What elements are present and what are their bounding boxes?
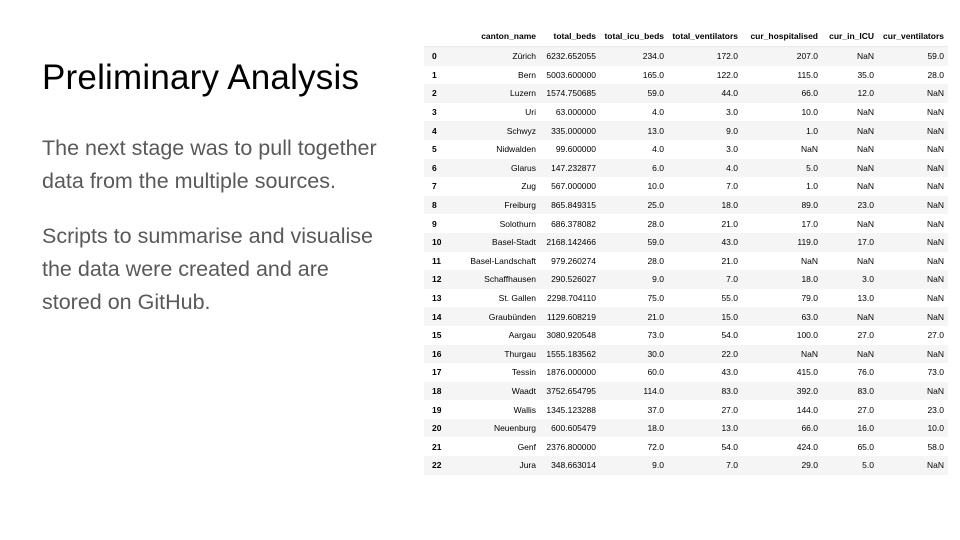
- row-index: 20: [432, 423, 442, 434]
- row-index: 4: [432, 125, 437, 136]
- table-cell: 15.0: [721, 311, 738, 322]
- table-cell: 13.0: [721, 423, 738, 434]
- column-header: total_ventilators: [668, 26, 742, 47]
- table-cell: Graubünden: [488, 311, 536, 322]
- table-cell: 9.0: [652, 274, 664, 285]
- table-cell: Nidwalden: [496, 144, 536, 155]
- column-header: total_icu_beds: [600, 26, 668, 47]
- index-header: [424, 26, 450, 47]
- table-cell: 59.0: [647, 237, 664, 248]
- table-cell: NaN: [926, 460, 944, 471]
- table-cell: 147.232877: [551, 162, 596, 173]
- table-cell: 22.0: [721, 348, 738, 359]
- table-cell: 7.0: [726, 274, 738, 285]
- column-header: canton_name: [450, 26, 540, 47]
- table-cell: 73.0: [927, 367, 944, 378]
- table-cell: 54.0: [721, 330, 738, 341]
- table-cell: Basel-Stadt: [492, 237, 536, 248]
- table-cell: Schwyz: [506, 125, 536, 136]
- table-cell: 415.0: [796, 367, 818, 378]
- table-cell: NaN: [856, 51, 874, 62]
- table-cell: 37.0: [647, 404, 664, 415]
- table-cell: NaN: [856, 162, 874, 173]
- table-cell: NaN: [926, 200, 944, 211]
- table-row: [424, 103, 948, 122]
- table-cell: St. Gallen: [498, 293, 536, 304]
- table-cell: 9.0: [726, 125, 738, 136]
- table-cell: 3.0: [726, 107, 738, 118]
- table-cell: 44.0: [721, 88, 738, 99]
- table-row: [424, 196, 948, 215]
- table-cell: 28.0: [647, 255, 664, 266]
- column-header: cur_ventilators: [878, 26, 948, 47]
- row-index: 14: [432, 311, 442, 322]
- table-cell: 4.0: [652, 107, 664, 118]
- row-index: 17: [432, 367, 442, 378]
- table-cell: 66.0: [801, 423, 818, 434]
- table-cell: NaN: [926, 218, 944, 229]
- table-cell: 72.0: [647, 441, 664, 452]
- table-cell: 35.0: [857, 69, 874, 80]
- table-cell: Bern: [518, 69, 536, 80]
- table-cell: 2376.800000: [546, 441, 596, 452]
- table-cell: NaN: [926, 274, 944, 285]
- table-row: [424, 140, 948, 159]
- table-cell: 3752.654795: [546, 385, 596, 396]
- table-cell: Neuenburg: [493, 423, 536, 434]
- table-cell: 392.0: [796, 385, 818, 396]
- table-cell: 17.0: [857, 237, 874, 248]
- table-cell: 5.0: [806, 162, 818, 173]
- table-cell: Aargau: [508, 330, 536, 341]
- table-cell: 43.0: [721, 237, 738, 248]
- body-paragraph: Scripts to summarise and visualise the data were created and are stored on GitHub.: [42, 224, 373, 314]
- table-cell: NaN: [926, 88, 944, 99]
- table-cell: 21.0: [721, 218, 738, 229]
- table-cell: 27.0: [721, 404, 738, 415]
- table-cell: 29.0: [801, 460, 818, 471]
- table-row: [424, 233, 948, 252]
- table-cell: 4.0: [652, 144, 664, 155]
- table-cell: Schaffhausen: [484, 274, 536, 285]
- table-cell: NaN: [800, 348, 818, 359]
- table-cell: NaN: [926, 385, 944, 396]
- table-cell: 10.0: [647, 181, 664, 192]
- column-header: cur_in_ICU: [822, 26, 878, 47]
- table-cell: 63.000000: [555, 107, 596, 118]
- row-index: 19: [432, 404, 442, 415]
- table-cell: Glarus: [510, 162, 536, 173]
- table-cell: NaN: [856, 348, 874, 359]
- slide-title: Preliminary Analysis: [42, 58, 360, 97]
- table-cell: NaN: [856, 311, 874, 322]
- table-cell: 1574.750685: [546, 88, 596, 99]
- table-cell: NaN: [856, 144, 874, 155]
- table-cell: 27.0: [857, 330, 874, 341]
- table-cell: 76.0: [857, 367, 874, 378]
- row-index: 22: [432, 460, 442, 471]
- table-row: [424, 214, 948, 233]
- table-cell: NaN: [856, 181, 874, 192]
- table-row: [424, 363, 948, 382]
- row-index: 21: [432, 441, 442, 452]
- row-index: 12: [432, 274, 442, 285]
- table-cell: Jura: [519, 460, 536, 471]
- row-index: 16: [432, 348, 442, 359]
- table-cell: 23.0: [927, 404, 944, 415]
- table-cell: 28.0: [927, 69, 944, 80]
- table-cell: 115.0: [797, 69, 818, 80]
- dataframe-table: [424, 26, 948, 475]
- table-cell: 7.0: [726, 181, 738, 192]
- table-cell: 21.0: [647, 311, 664, 322]
- table-cell: 65.0: [857, 441, 874, 452]
- table-header-row: [424, 26, 948, 47]
- table-cell: NaN: [856, 107, 874, 118]
- table-cell: 23.0: [857, 200, 874, 211]
- table-cell: NaN: [926, 237, 944, 248]
- table-cell: Waadt: [511, 385, 536, 396]
- slide-body: [42, 132, 387, 341]
- table-cell: 75.0: [647, 293, 664, 304]
- table-cell: 59.0: [647, 88, 664, 99]
- row-index: 3: [432, 107, 437, 118]
- table-cell: Uri: [525, 107, 536, 118]
- table-cell: 63.0: [801, 311, 818, 322]
- table-cell: NaN: [856, 218, 874, 229]
- table-cell: 1.0: [806, 181, 818, 192]
- table-cell: 6.0: [652, 162, 664, 173]
- column-header: cur_hospitalised: [742, 26, 822, 47]
- table-cell: 5.0: [862, 460, 874, 471]
- table-cell: 10.0: [927, 423, 944, 434]
- table-cell: Zug: [521, 181, 536, 192]
- table-cell: NaN: [800, 255, 818, 266]
- table-row: [424, 121, 948, 140]
- table-row: [424, 66, 948, 85]
- table-cell: 1876.000000: [546, 367, 596, 378]
- table-cell: 10.0: [801, 107, 818, 118]
- table-cell: 207.0: [796, 51, 818, 62]
- table-cell: NaN: [856, 255, 874, 266]
- table-row: [424, 437, 948, 456]
- body-paragraph: The next stage was to pull together data from the multiple sources.: [42, 136, 377, 193]
- row-index: 13: [432, 293, 442, 304]
- table-cell: Wallis: [513, 404, 536, 415]
- table-cell: 290.526027: [551, 274, 596, 285]
- table-cell: 83.0: [721, 385, 738, 396]
- table-cell: 600.605479: [551, 423, 596, 434]
- table-row: [424, 400, 948, 419]
- table-row: [424, 326, 948, 345]
- table-cell: 424.0: [796, 441, 818, 452]
- table-cell: Zürich: [512, 51, 536, 62]
- table-cell: 27.0: [857, 404, 874, 415]
- table-cell: 89.0: [801, 200, 818, 211]
- row-index: 15: [432, 330, 442, 341]
- table-cell: 43.0: [721, 367, 738, 378]
- table-cell: 979.260274: [551, 255, 596, 266]
- row-index: 5: [432, 144, 437, 155]
- table-cell: Solothurn: [499, 218, 536, 229]
- table-row: [424, 84, 948, 103]
- table-cell: 2168.142466: [546, 237, 596, 248]
- table-cell: NaN: [926, 181, 944, 192]
- table-row: [424, 159, 948, 178]
- table-cell: NaN: [926, 144, 944, 155]
- table-cell: 4.0: [726, 162, 738, 173]
- table-cell: NaN: [926, 348, 944, 359]
- table-cell: 99.600000: [555, 144, 596, 155]
- table-cell: 17.0: [801, 218, 818, 229]
- row-index: 0: [432, 51, 437, 62]
- table-row: [424, 345, 948, 364]
- table-cell: 1.0: [806, 125, 818, 136]
- table-cell: Basel-Landschaft: [470, 255, 536, 266]
- table-cell: 335.000000: [551, 125, 596, 136]
- table-cell: NaN: [926, 107, 944, 118]
- table-cell: 348.663014: [551, 460, 596, 471]
- table-cell: Luzern: [510, 88, 536, 99]
- table-cell: 12.0: [857, 88, 874, 99]
- row-index: 6: [432, 162, 437, 173]
- table-cell: NaN: [926, 162, 944, 173]
- column-header: total_beds: [540, 26, 600, 47]
- table-cell: NaN: [926, 311, 944, 322]
- table-cell: 865.849315: [551, 200, 596, 211]
- table-row: [424, 456, 948, 475]
- dataframe-table-container: [424, 26, 948, 475]
- table-cell: 13.0: [647, 125, 664, 136]
- table-cell: 58.0: [927, 441, 944, 452]
- table-cell: 686.378082: [551, 218, 596, 229]
- table-cell: 100.0: [796, 330, 818, 341]
- table-row: [424, 177, 948, 196]
- table-row: [424, 270, 948, 289]
- table-cell: 79.0: [801, 293, 818, 304]
- row-index: 9: [432, 218, 437, 229]
- table-cell: Genf: [517, 441, 536, 452]
- table-cell: 25.0: [647, 200, 664, 211]
- table-cell: 73.0: [647, 330, 664, 341]
- table-row: [424, 419, 948, 438]
- table-cell: NaN: [926, 293, 944, 304]
- row-index: 11: [432, 255, 441, 266]
- table-cell: 54.0: [721, 441, 738, 452]
- row-index: 2: [432, 88, 437, 99]
- table-cell: 60.0: [647, 367, 664, 378]
- table-cell: 122.0: [716, 69, 738, 80]
- table-cell: 1555.183562: [546, 348, 596, 359]
- table-row: [424, 382, 948, 401]
- table-body: [424, 47, 948, 475]
- table-cell: 119.0: [797, 237, 818, 248]
- table-cell: Thurgau: [504, 348, 536, 359]
- table-cell: 18.0: [721, 200, 738, 211]
- table-cell: NaN: [856, 125, 874, 136]
- table-row: [424, 252, 948, 271]
- table-cell: 7.0: [726, 460, 738, 471]
- table-cell: 165.0: [642, 69, 664, 80]
- table-cell: 59.0: [927, 51, 944, 62]
- table-cell: NaN: [926, 125, 944, 136]
- table-cell: 3.0: [726, 144, 738, 155]
- table-cell: 2298.704110: [546, 293, 596, 304]
- table-cell: 567.000000: [551, 181, 596, 192]
- table-row: [424, 307, 948, 326]
- table-cell: NaN: [800, 144, 818, 155]
- table-cell: 144.0: [796, 404, 818, 415]
- table-cell: 234.0: [642, 51, 664, 62]
- table-cell: 9.0: [652, 460, 664, 471]
- table-cell: 114.0: [643, 385, 664, 396]
- table-cell: 21.0: [721, 255, 738, 266]
- row-index: 10: [432, 237, 442, 248]
- table-cell: Tessin: [511, 367, 536, 378]
- table-cell: 1345.123288: [546, 404, 596, 415]
- table-cell: 1129.608219: [546, 311, 596, 322]
- table-cell: Freiburg: [504, 200, 536, 211]
- table-cell: 55.0: [721, 293, 738, 304]
- table-cell: 172.0: [716, 51, 738, 62]
- table-cell: 28.0: [647, 218, 664, 229]
- table-cell: 13.0: [857, 293, 874, 304]
- table-cell: 16.0: [857, 423, 874, 434]
- table-cell: 18.0: [801, 274, 818, 285]
- table-cell: 5003.600000: [546, 69, 596, 80]
- table-cell: 30.0: [647, 348, 664, 359]
- table-cell: 27.0: [927, 330, 944, 341]
- table-cell: 3.0: [862, 274, 874, 285]
- row-index: 18: [432, 385, 442, 396]
- row-index: 8: [432, 200, 437, 211]
- row-index: 7: [432, 181, 437, 192]
- table-cell: 6232.652055: [546, 51, 596, 62]
- table-cell: 3080.920548: [546, 330, 596, 341]
- table-cell: 18.0: [647, 423, 664, 434]
- row-index: 1: [432, 69, 437, 80]
- table-row: [424, 47, 948, 66]
- table-row: [424, 289, 948, 308]
- table-cell: 83.0: [857, 385, 874, 396]
- table-cell: NaN: [926, 255, 944, 266]
- table-cell: 66.0: [801, 88, 818, 99]
